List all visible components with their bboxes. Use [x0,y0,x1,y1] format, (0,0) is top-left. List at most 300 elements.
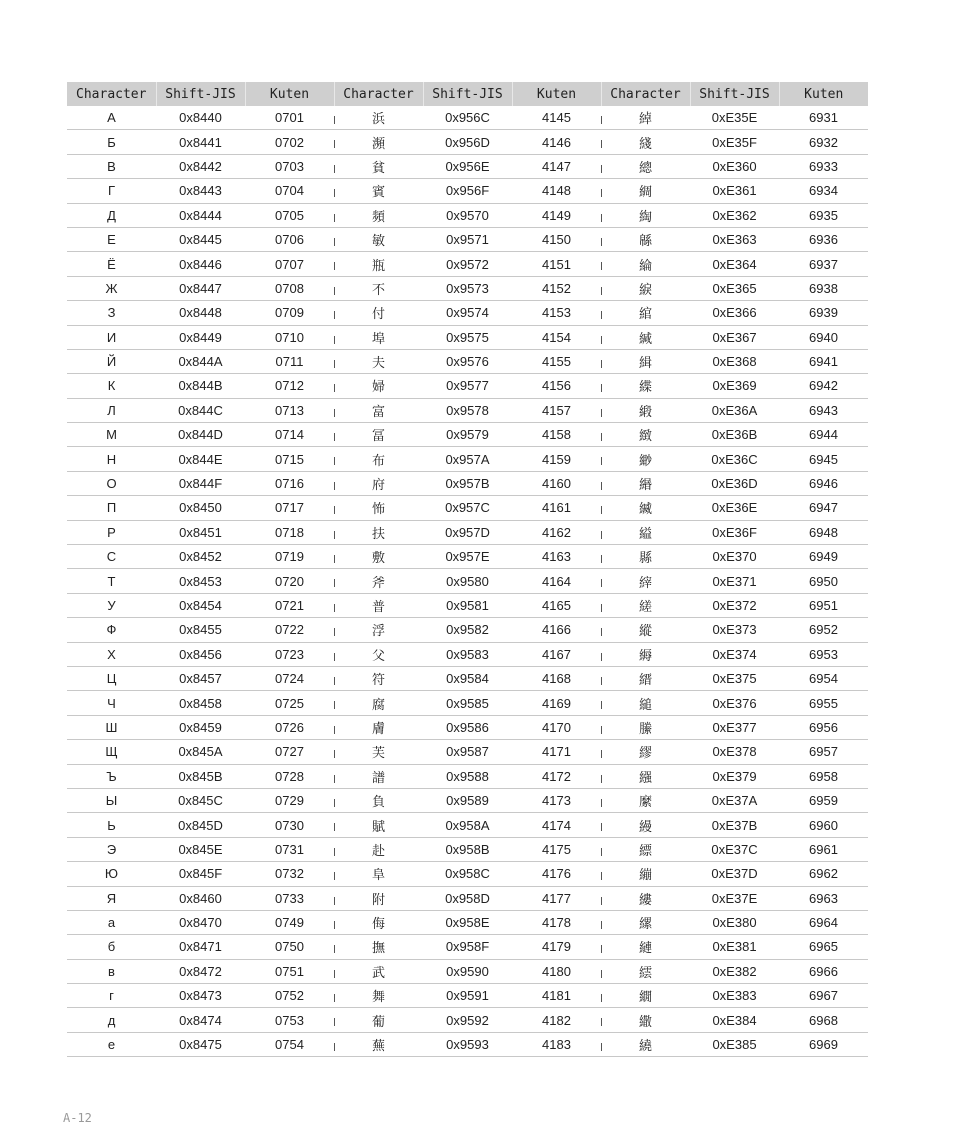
character-cell: 緞 [601,398,690,422]
kuten-cell: 6945 [779,447,868,471]
shift-jis-cell: 0xE35F [690,130,779,154]
kuten-cell: 0710 [245,325,334,349]
character-cell: Б [67,130,156,154]
shift-jis-cell: 0x844F [156,471,245,495]
character-cell: 埠 [334,325,423,349]
kuten-cell: 4160 [512,471,601,495]
kuten-cell: 0709 [245,301,334,325]
character-cell: К [67,374,156,398]
kuten-cell: 0702 [245,130,334,154]
shift-jis-cell: 0x8475 [156,1032,245,1056]
kuten-cell: 4169 [512,691,601,715]
kuten-cell: 4161 [512,496,601,520]
character-cell: 總 [601,154,690,178]
shift-jis-cell: 0xE364 [690,252,779,276]
shift-jis-cell: 0x8472 [156,959,245,983]
character-cell: Х [67,642,156,666]
shift-jis-cell: 0x8458 [156,691,245,715]
kuten-cell: 0707 [245,252,334,276]
shift-jis-cell: 0x844C [156,398,245,422]
character-cell: 綟 [601,276,690,300]
character-cell: 縺 [601,935,690,959]
column-header: Kuten [512,82,601,106]
shift-jis-cell: 0x8445 [156,227,245,251]
character-cell: 綰 [601,301,690,325]
column-header: Shift-JIS [423,82,512,106]
shift-jis-cell: 0x9580 [423,569,512,593]
shift-jis-cell: 0xE36C [690,447,779,471]
kuten-cell: 0703 [245,154,334,178]
table-row [67,496,868,520]
kuten-cell: 0754 [245,1032,334,1056]
character-cell: Ч [67,691,156,715]
column-header: Character [601,82,690,106]
character-cell: 蕪 [334,1032,423,1056]
shift-jis-cell: 0x8450 [156,496,245,520]
kuten-cell: 6940 [779,325,868,349]
shift-jis-cell: 0x9582 [423,618,512,642]
character-cell: 緲 [601,447,690,471]
shift-jis-cell: 0xE375 [690,666,779,690]
shift-jis-cell: 0xE36A [690,398,779,422]
kuten-cell: 6937 [779,252,868,276]
character-cell: Ё [67,252,156,276]
table-row [67,520,868,544]
shift-jis-cell: 0x8444 [156,203,245,227]
table-row [67,618,868,642]
kuten-cell: 4158 [512,423,601,447]
shift-jis-cell: 0x9593 [423,1032,512,1056]
character-cell: Щ [67,740,156,764]
shift-jis-cell: 0xE376 [690,691,779,715]
character-cell: Ж [67,276,156,300]
column-header: Kuten [245,82,334,106]
character-cell: 賦 [334,813,423,837]
character-cell: Г [67,179,156,203]
table-row [67,788,868,812]
shift-jis-cell: 0x8471 [156,935,245,959]
character-cell: 瀕 [334,130,423,154]
kuten-cell: 0732 [245,862,334,886]
shift-jis-cell: 0x9591 [423,984,512,1008]
kuten-cell: 0730 [245,813,334,837]
column-header: Shift-JIS [690,82,779,106]
kuten-cell: 0704 [245,179,334,203]
kuten-cell: 6969 [779,1032,868,1056]
character-cell: 瓶 [334,252,423,276]
shift-jis-cell: 0xE361 [690,179,779,203]
character-cell: 舞 [334,984,423,1008]
table-row [67,984,868,1008]
character-cell: 武 [334,959,423,983]
character-cell: в [67,959,156,983]
shift-jis-cell: 0xE36D [690,471,779,495]
kuten-cell: 0749 [245,910,334,934]
character-cell: Ы [67,788,156,812]
character-cell: 緝 [601,349,690,373]
shift-jis-cell: 0x9589 [423,788,512,812]
character-cell: 夫 [334,349,423,373]
kuten-cell: 4177 [512,886,601,910]
shift-jis-cell: 0x957B [423,471,512,495]
table-row [67,325,868,349]
table-row [67,666,868,690]
table-body [67,106,868,1057]
kuten-cell: 4164 [512,569,601,593]
character-cell: 富 [334,398,423,422]
shift-jis-cell: 0x8459 [156,715,245,739]
kuten-cell: 4178 [512,910,601,934]
character-cell: 貧 [334,154,423,178]
column-header: Character [67,82,156,106]
shift-jis-cell: 0x958E [423,910,512,934]
character-cell: 頻 [334,203,423,227]
kuten-cell: 6963 [779,886,868,910]
kuten-cell: 0715 [245,447,334,471]
character-cell: 普 [334,593,423,617]
shift-jis-cell: 0xE37A [690,788,779,812]
kuten-cell: 0729 [245,788,334,812]
kuten-cell: 4153 [512,301,601,325]
character-cell: Н [67,447,156,471]
shift-jis-cell: 0xE372 [690,593,779,617]
character-cell: 縹 [601,837,690,861]
kuten-cell: 4180 [512,959,601,983]
kuten-cell: 4154 [512,325,601,349]
kuten-cell: 6950 [779,569,868,593]
kuten-cell: 4181 [512,984,601,1008]
shift-jis-cell: 0x8446 [156,252,245,276]
kuten-cell: 6944 [779,423,868,447]
table-row [67,715,868,739]
shift-jis-cell: 0x9577 [423,374,512,398]
table-row [67,130,868,154]
kuten-cell: 4145 [512,106,601,130]
character-cell: 斧 [334,569,423,593]
kuten-cell: 0753 [245,1008,334,1032]
shift-jis-cell: 0x957D [423,520,512,544]
table-row [67,1032,868,1056]
table-row [67,1008,868,1032]
kuten-cell: 6965 [779,935,868,959]
character-cell: Я [67,886,156,910]
shift-jis-cell: 0xE363 [690,227,779,251]
shift-jis-cell: 0x845E [156,837,245,861]
kuten-cell: 0713 [245,398,334,422]
kuten-cell: 4152 [512,276,601,300]
character-cell: 婦 [334,374,423,398]
table-row [67,154,868,178]
table-row [67,935,868,959]
character-cell: Л [67,398,156,422]
kuten-cell: 4173 [512,788,601,812]
character-cell: 怖 [334,496,423,520]
kuten-cell: 4165 [512,593,601,617]
shift-jis-cell: 0x8453 [156,569,245,593]
character-cell: 侮 [334,910,423,934]
character-cell: 譜 [334,764,423,788]
table-row [67,227,868,251]
character-cell: Ю [67,862,156,886]
table-row [67,106,868,130]
kuten-cell: 6934 [779,179,868,203]
character-cell: В [67,154,156,178]
shift-jis-cell: 0x8451 [156,520,245,544]
shift-jis-cell: 0x8443 [156,179,245,203]
character-cell: Й [67,349,156,373]
shift-jis-cell: 0xE382 [690,959,779,983]
character-cell: 扶 [334,520,423,544]
character-cell: 繖 [601,1008,690,1032]
character-cell: 符 [334,666,423,690]
character-cell: 布 [334,447,423,471]
shift-jis-cell: 0xE381 [690,935,779,959]
table-row [67,593,868,617]
shift-jis-cell: 0x8455 [156,618,245,642]
character-cell: 不 [334,276,423,300]
character-cell: 繆 [601,740,690,764]
shift-jis-cell: 0xE366 [690,301,779,325]
table-row [67,447,868,471]
shift-jis-cell: 0xE36E [690,496,779,520]
shift-jis-cell: 0xE367 [690,325,779,349]
shift-jis-cell: 0xE360 [690,154,779,178]
character-cell: 阜 [334,862,423,886]
table-row [67,301,868,325]
shift-jis-cell: 0x8448 [156,301,245,325]
kuten-cell: 0712 [245,374,334,398]
shift-jis-cell: 0x9578 [423,398,512,422]
kuten-cell: 4170 [512,715,601,739]
column-header: Kuten [779,82,868,106]
table-row [67,179,868,203]
character-cell: 緡 [601,471,690,495]
kuten-cell: 4175 [512,837,601,861]
shift-jis-cell: 0xE35E [690,106,779,130]
character-cell: 腐 [334,691,423,715]
shift-jis-cell: 0x9573 [423,276,512,300]
shift-jis-cell: 0x958F [423,935,512,959]
shift-jis-cell: 0x8454 [156,593,245,617]
kuten-cell: 6962 [779,862,868,886]
kuten-cell: 0720 [245,569,334,593]
table-row [67,642,868,666]
code-table [67,82,868,1057]
shift-jis-cell: 0xE37C [690,837,779,861]
character-cell: 縲 [601,910,690,934]
character-cell: 負 [334,788,423,812]
shift-jis-cell: 0x8449 [156,325,245,349]
shift-jis-cell: 0x958B [423,837,512,861]
kuten-cell: 4147 [512,154,601,178]
shift-jis-cell: 0x844A [156,349,245,373]
kuten-cell: 6942 [779,374,868,398]
shift-jis-cell: 0x9571 [423,227,512,251]
shift-jis-cell: 0xE369 [690,374,779,398]
table-row [67,398,868,422]
kuten-cell: 4151 [512,252,601,276]
kuten-cell: 0733 [245,886,334,910]
kuten-cell: 0716 [245,471,334,495]
shift-jis-cell: 0x9575 [423,325,512,349]
table-row [67,691,868,715]
character-cell: 綽 [601,106,690,130]
kuten-cell: 4172 [512,764,601,788]
shift-jis-cell: 0x9592 [423,1008,512,1032]
character-cell: 繦 [601,764,690,788]
kuten-cell: 4146 [512,130,601,154]
character-cell: 綫 [601,130,690,154]
character-cell: Ц [67,666,156,690]
kuten-cell: 6961 [779,837,868,861]
shift-jis-cell: 0x8460 [156,886,245,910]
shift-jis-cell: 0xE36F [690,520,779,544]
kuten-cell: 4171 [512,740,601,764]
table-row [67,764,868,788]
shift-jis-cell: 0x957C [423,496,512,520]
shift-jis-cell: 0xE380 [690,910,779,934]
shift-jis-cell: 0x844D [156,423,245,447]
character-cell: б [67,935,156,959]
character-cell: 縷 [601,886,690,910]
shift-jis-cell: 0x9585 [423,691,512,715]
shift-jis-cell: 0xE378 [690,740,779,764]
shift-jis-cell: 0x845C [156,788,245,812]
shift-jis-cell: 0x8442 [156,154,245,178]
character-cell: 葡 [334,1008,423,1032]
kuten-cell: 6959 [779,788,868,812]
character-cell: О [67,471,156,495]
character-cell: 付 [334,301,423,325]
table-row [67,471,868,495]
kuten-cell: 6957 [779,740,868,764]
shift-jis-cell: 0x9590 [423,959,512,983]
kuten-cell: 0728 [245,764,334,788]
shift-jis-cell: 0x956E [423,154,512,178]
character-cell: П [67,496,156,520]
character-cell: 綸 [601,252,690,276]
kuten-cell: 6931 [779,106,868,130]
character-cell: 綢 [601,179,690,203]
shift-jis-cell: 0xE370 [690,545,779,569]
kuten-cell: 6948 [779,520,868,544]
shift-jis-cell: 0x958D [423,886,512,910]
kuten-cell: 0727 [245,740,334,764]
table-row [67,276,868,300]
kuten-cell: 4156 [512,374,601,398]
kuten-cell: 0750 [245,935,334,959]
shift-jis-cell: 0x8470 [156,910,245,934]
character-cell: 繞 [601,1032,690,1056]
column-header: Shift-JIS [156,82,245,106]
kuten-cell: 6952 [779,618,868,642]
kuten-cell: 0714 [245,423,334,447]
shift-jis-cell: 0xE373 [690,618,779,642]
character-cell: 縱 [601,618,690,642]
shift-jis-cell: 0x8452 [156,545,245,569]
shift-jis-cell: 0x958A [423,813,512,837]
character-cell: 冨 [334,423,423,447]
kuten-cell: 6935 [779,203,868,227]
shift-jis-cell: 0x9588 [423,764,512,788]
shift-jis-cell: 0x9574 [423,301,512,325]
character-cell: 縋 [601,691,690,715]
kuten-cell: 0717 [245,496,334,520]
shift-jis-cell: 0x8447 [156,276,245,300]
shift-jis-cell: 0x9572 [423,252,512,276]
character-cell: А [67,106,156,130]
character-cell: 緻 [601,423,690,447]
character-cell: 芙 [334,740,423,764]
shift-jis-cell: 0xE37E [690,886,779,910]
table-row [67,813,868,837]
kuten-cell: 6932 [779,130,868,154]
shift-jis-cell: 0xE37D [690,862,779,886]
shift-jis-cell: 0x9586 [423,715,512,739]
shift-jis-cell: 0x956F [423,179,512,203]
kuten-cell: 6938 [779,276,868,300]
character-cell: е [67,1032,156,1056]
character-cell: И [67,325,156,349]
character-cell: 附 [334,886,423,910]
kuten-cell: 0722 [245,618,334,642]
kuten-cell: 0723 [245,642,334,666]
character-cell: С [67,545,156,569]
shift-jis-cell: 0xE365 [690,276,779,300]
kuten-cell: 6964 [779,910,868,934]
shift-jis-cell: 0x956C [423,106,512,130]
shift-jis-cell: 0x9576 [423,349,512,373]
character-cell: 浜 [334,106,423,130]
character-cell: 敷 [334,545,423,569]
kuten-cell: 0731 [245,837,334,861]
kuten-cell: 4150 [512,227,601,251]
character-cell: Д [67,203,156,227]
shift-jis-cell: 0xE374 [690,642,779,666]
character-cell: 縉 [601,666,690,690]
table-row [67,423,868,447]
shift-jis-cell: 0x9581 [423,593,512,617]
table-row [67,569,868,593]
kuten-cell: 6949 [779,545,868,569]
shift-jis-cell: 0xE368 [690,349,779,373]
character-cell: Ф [67,618,156,642]
table-row [67,910,868,934]
shift-jis-cell: 0xE383 [690,984,779,1008]
kuten-cell: 6951 [779,593,868,617]
kuten-cell: 0701 [245,106,334,130]
table-row [67,862,868,886]
character-cell: 緜 [601,227,690,251]
character-cell: д [67,1008,156,1032]
character-cell: М [67,423,156,447]
table-row [67,203,868,227]
kuten-cell: 4179 [512,935,601,959]
kuten-cell: 4182 [512,1008,601,1032]
character-cell: а [67,910,156,934]
character-cell: 繝 [601,984,690,1008]
character-cell: Ь [67,813,156,837]
character-cell: Ъ [67,764,156,788]
table-row [67,252,868,276]
kuten-cell: 6941 [779,349,868,373]
column-header: Character [334,82,423,106]
kuten-cell: 4183 [512,1032,601,1056]
character-cell: 父 [334,642,423,666]
shift-jis-cell: 0x8441 [156,130,245,154]
shift-jis-cell: 0xE379 [690,764,779,788]
shift-jis-cell: 0xE385 [690,1032,779,1056]
